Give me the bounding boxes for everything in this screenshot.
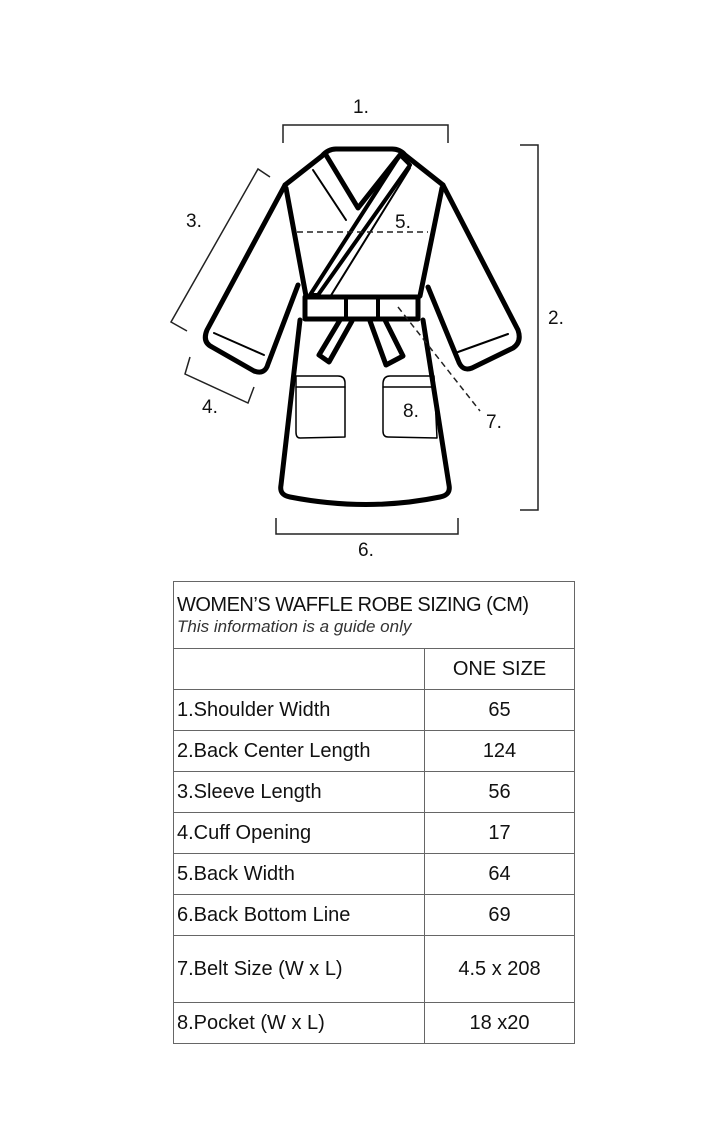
label-7: 7. [486, 412, 502, 433]
table-row [174, 936, 575, 1003]
robe-outline [205, 149, 519, 505]
header-empty-cell [174, 649, 425, 690]
row-label: 6.Back Bottom Line [174, 895, 425, 936]
table-row [174, 772, 575, 813]
row-label: 1.Shoulder Width [174, 690, 425, 731]
sizing-table [173, 581, 575, 1044]
row-label: 3.Sleeve Length [174, 772, 425, 813]
row-value: 69 [425, 895, 575, 936]
guide-1-shoulder [283, 125, 448, 143]
table-row [174, 1003, 575, 1044]
table-row [174, 895, 575, 936]
row-label: 4.Cuff Opening [174, 813, 425, 854]
row-label: 2.Back Center Length [174, 731, 425, 772]
row-label: 7.Belt Size (W x L) [174, 936, 425, 1003]
guide-2-length [520, 145, 538, 510]
label-3: 3. [186, 211, 202, 232]
row-value: 17 [425, 813, 575, 854]
label-4: 4. [202, 397, 218, 418]
label-5: 5. [395, 212, 411, 233]
label-8: 8. [403, 401, 419, 422]
robe-measurement-diagram [0, 0, 726, 570]
label-6: 6. [358, 540, 374, 561]
guide-6-bottom [276, 518, 458, 534]
label-2: 2. [548, 308, 564, 329]
row-value: 4.5 x 208 [425, 936, 575, 1003]
table-row [174, 854, 575, 895]
row-value: 65 [425, 690, 575, 731]
row-label: 8.Pocket (W x L) [174, 1003, 425, 1044]
table-row [174, 813, 575, 854]
row-value: 124 [425, 731, 575, 772]
table-title: WOMEN’S WAFFLE ROBE SIZING (CM) [177, 593, 529, 616]
row-value: 64 [425, 854, 575, 895]
row-value: 56 [425, 772, 575, 813]
label-1: 1. [353, 97, 369, 118]
table-subtitle: This information is a guide only [177, 616, 412, 636]
measurement-guides [171, 125, 538, 534]
row-label: 5.Back Width [174, 854, 425, 895]
table-row [174, 731, 575, 772]
table-row [174, 690, 575, 731]
column-header-one-size: ONE SIZE [425, 649, 575, 690]
row-value: 18 x20 [425, 1003, 575, 1044]
table-title-cell [174, 582, 575, 649]
guide-7-belt [398, 307, 480, 411]
